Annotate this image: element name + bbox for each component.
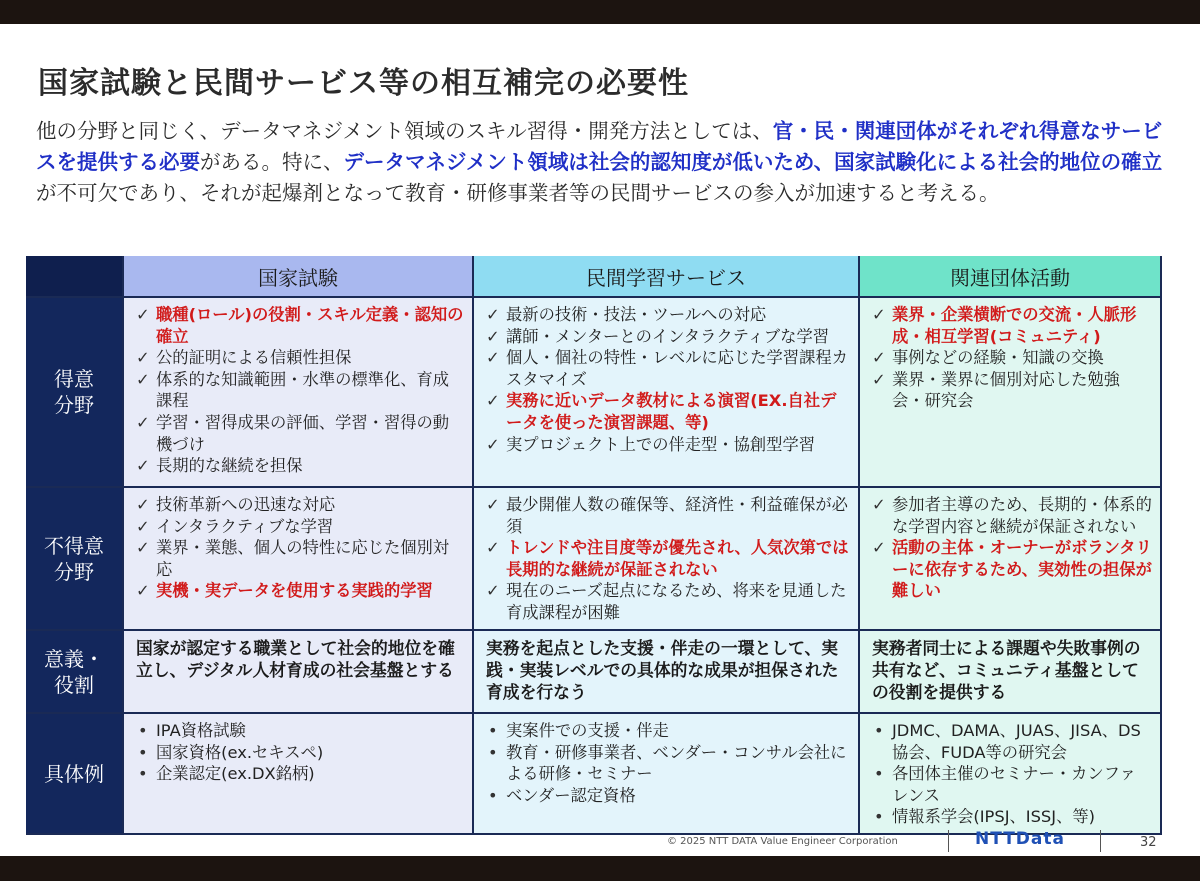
list-item: • 国家資格(ex.セキスペ) [136, 742, 464, 764]
footer-divider [1100, 830, 1101, 852]
list-item: ✓ 長期的な継続を担保 [136, 455, 464, 477]
copyright: © 2025 NTT DATA Value Engineer Corporation [667, 836, 898, 847]
list-item: • 実案件での支援・伴走 [486, 720, 850, 742]
list-item: ✓ 職種(ロール)の役割・スキル定義・認知の確立 [136, 304, 464, 347]
list-item: • 情報系学会(IPSJ、ISSJ、等) [872, 806, 1152, 828]
intro-text-3: が不可欠であり、それが起爆剤となって教育・研修事業者等の民間サービスの参入が加速すると考える。 [36, 181, 1000, 205]
column-header-national-exam: 国家試験 [124, 256, 474, 298]
slide [0, 24, 1200, 856]
list [124, 488, 472, 602]
cell-examples-related-groups [860, 714, 1162, 835]
list-item: • ベンダー認定資格 [486, 785, 850, 807]
list-item: ✓ 最少開催人数の確保等、経済性・利益確保が必須 [486, 494, 850, 537]
cell-weaknesses-private-learning [474, 488, 860, 631]
row-label-weaknesses: 不得意 分野 [26, 488, 124, 631]
list-item: ✓ 体系的な知識範囲・水準の標準化、育成課程 [136, 369, 464, 412]
list-item: • 教育・研修事業者、ベンダー・コンサル会社による研修・セミナー [486, 742, 850, 785]
footer-divider [948, 830, 949, 852]
cell-strengths-private-learning [474, 298, 860, 488]
cell-examples-private-learning [474, 714, 860, 835]
ntt-data-logo: NTTData [975, 829, 1065, 849]
row-label-examples: 具体例 [26, 714, 124, 835]
list-item: ✓ 個人・個社の特性・レベルに応じた学習課程カスタマイズ [486, 347, 850, 390]
list [860, 488, 1160, 602]
column-header-private-learning: 民間学習サービス [474, 256, 860, 298]
cell-examples-national-exam [124, 714, 474, 835]
intro-paragraph [36, 116, 1166, 209]
significance-text: 実務を起点とした支援・伴走の一環として、実践・実装レベルでの具体的な成果が担保された育成を行なう [486, 638, 839, 702]
list-item: ✓ 公的証明による信頼性担保 [136, 347, 464, 369]
significance-text: 国家が認定する職業として社会的地位を確立し、デジタル人材育成の社会基盤とする [136, 638, 455, 680]
cell-significance-private-learning [474, 631, 860, 714]
list-item: ✓ 実プロジェクト上での伴走型・協創型学習 [486, 434, 850, 456]
intro-text-1: 他の分野と同じく、データマネジメント領域のスキル習得・開発方法としては、 [36, 119, 773, 143]
cell-significance-related-groups [860, 631, 1162, 714]
cell-strengths-related-groups [860, 298, 1162, 488]
comparison-table [26, 256, 1162, 835]
list-item: ✓ 業界・業態、個人の特性に応じた個別対応 [136, 537, 464, 580]
list-item: • 企業認定(ex.DX銘柄) [136, 763, 464, 785]
list-item: ✓ 実機・実データを使用する実践的学習 [136, 580, 464, 602]
list-item: ✓ 実務に近いデータ教材による演習(EX.自社データを使った演習課題、等) [486, 390, 850, 433]
list-item: • 各団体主催のセミナー・カンファレンス [872, 763, 1152, 806]
list [860, 298, 1160, 412]
column-header-related-groups: 関連団体活動 [860, 256, 1162, 298]
intro-text-2: がある。特に、 [200, 150, 344, 174]
cell-significance-national-exam [124, 631, 474, 714]
list [474, 714, 858, 806]
list [124, 714, 472, 785]
list-item: ✓ 事例などの経験・知識の交換 [872, 347, 1152, 369]
list-item: ✓ 講師・メンターとのインタラクティブな学習 [486, 326, 850, 348]
cell-weaknesses-related-groups [860, 488, 1162, 631]
table-corner [26, 256, 124, 298]
page-number: 32 [1140, 835, 1157, 850]
list [474, 298, 858, 455]
cell-weaknesses-national-exam [124, 488, 474, 631]
list-item: ✓ 参加者主導のため、長期的・体系的な学習内容と継続が保証されない [872, 494, 1152, 537]
list-item: ✓ 業界・企業横断での交流・人脈形成・相互学習(コミュニティ) [872, 304, 1152, 347]
cell-strengths-national-exam [124, 298, 474, 488]
page-title: 国家試験と民間サービス等の相互補完の必要性 [38, 66, 689, 101]
list-item: ✓ インタラクティブな学習 [136, 516, 464, 538]
list [124, 298, 472, 477]
intro-emphasis-2: データマネジメント領域は社会的認知度が低いため、国家試験化による社会的地位の確立 [343, 150, 1163, 174]
list-item: • JDMC、DAMA、JUAS、JISA、DS協会、FUDA等の研究会 [872, 720, 1152, 763]
list [860, 714, 1160, 828]
list-item: ✓ 活動の主体・オーナーがボランタリーに依存するため、実効性の担保が難しい [872, 537, 1152, 602]
list-item: ✓ 技術革新への迅速な対応 [136, 494, 464, 516]
list-item: ✓ 業界・業界に個別対応した勉強会・研究会 [872, 369, 1152, 412]
list-item: • IPA資格試験 [136, 720, 464, 742]
list-item: ✓ 現在のニーズ起点になるため、将来を見通した育成課程が困難 [486, 580, 850, 623]
list-item: ✓ 最新の技術・技法・ツールへの対応 [486, 304, 850, 326]
list-item: ✓ トレンドや注目度等が優先され、人気次第では長期的な継続が保証されない [486, 537, 850, 580]
intro-emphasis-1: 官・民・関連団体がそれぞれ得意なサービスを提供する必要 [36, 119, 1163, 174]
significance-text: 実務者同士による課題や失敗事例の共有など、コミュニティ基盤としての役割を提供する [872, 638, 1141, 702]
list [474, 488, 858, 624]
list-item: ✓ 学習・習得成果の評価、学習・習得の動機づけ [136, 412, 464, 455]
row-label-strengths: 得意 分野 [26, 298, 124, 488]
row-label-significance: 意義・ 役割 [26, 631, 124, 714]
